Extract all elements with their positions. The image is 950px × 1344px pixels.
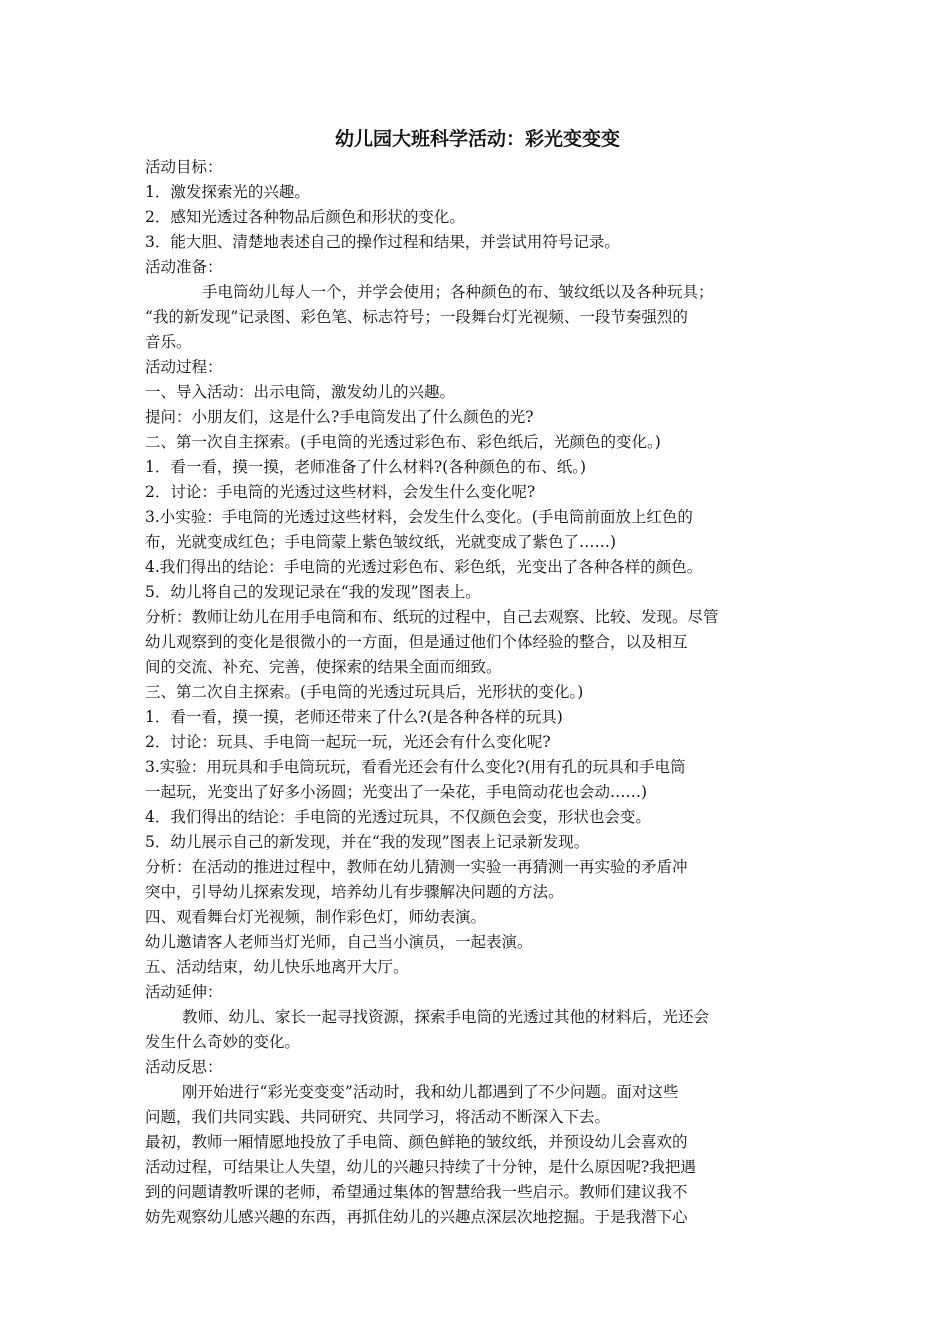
- text-line: 音乐。: [145, 333, 192, 351]
- text-line: 活动过程，可结果让人失望，幼儿的兴趣只持续了十分钟，是什么原因呢?我把遇: [145, 1158, 696, 1176]
- text-line: 幼儿邀请客人老师当灯光师，自己当小演员，一起表演。: [145, 933, 533, 951]
- text-line: 活动目标：: [145, 158, 223, 176]
- text-line: 1．看一看，摸一摸，老师准备了什么材料?(各种颜色的布、纸。): [145, 458, 587, 476]
- text-line: 5．幼儿展示自己的新发现，并在“我的发现”图表上记录新发现。: [145, 833, 590, 851]
- text-line: 3.实验：用玩具和手电筒玩玩，看看光还会有什么变化?(用有孔的玩具和手电筒: [145, 758, 686, 776]
- text-line: 发生什么奇妙的变化。: [145, 1033, 301, 1051]
- text-line: 2．讨论：玩具、手电筒一起玩一玩，光还会有什么变化呢?: [145, 733, 551, 751]
- text-line: 到的问题请教听课的老师，希望通过集体的智慧给我一些启示。教师们建议我不: [145, 1183, 688, 1201]
- document-page: [145, 128, 810, 1230]
- text-line: 三、第二次自主探索。(手电筒的光透过玩具后，光形状的变化。): [145, 683, 584, 701]
- text-line: 2．感知光透过各种物品后颜色和形状的变化。: [145, 208, 465, 226]
- text-line: 提问：小朋友们，这是什么?手电筒发出了什么颜色的光?: [145, 408, 534, 426]
- text-line: 4．我们得出的结论：手电筒的光透过玩具，不仅颜色会变，形状也会变。: [145, 808, 651, 826]
- document-body: [145, 155, 810, 1230]
- text-line: 活动过程：: [145, 358, 223, 376]
- text-line: 突中，引导幼儿探索发现，培养幼儿有步骤解决问题的方法。: [145, 883, 564, 901]
- text-line: 问题，我们共同实践、共同研究、共同学习，将活动不断深入下去。: [145, 1108, 611, 1126]
- text-line: “我的新发现”记录图、彩色笔、标志符号；一段舞台灯光视频、一段节奏强烈的: [145, 308, 688, 326]
- text-line: 教师、幼儿、家长一起寻找资源，探索手电筒的光透过其他的材料后，光还会: [182, 1008, 710, 1026]
- text-line: 5．幼儿将自己的发现记录在“我的发现”图表上。: [145, 583, 481, 601]
- text-line: 刚开始进行“彩光变变变”活动时，我和幼儿都遇到了不少问题。面对这些: [182, 1083, 679, 1101]
- text-line: 五、活动结束，幼儿快乐地离开大厅。: [145, 958, 409, 976]
- text-line: 活动反思：: [145, 1058, 223, 1076]
- text-line: 2．讨论：手电筒的光透过这些材料，会发生什么变化呢?: [145, 483, 536, 501]
- text-line: 幼儿观察到的变化是很微小的一方面，但是通过他们个体经验的整合，以及相互: [145, 633, 688, 651]
- text-line: 分析：教师让幼儿在用手电筒和布、纸玩的过程中，自己去观察、比较、发现。尽管: [145, 608, 719, 626]
- text-line: 二、第一次自主探索。(手电筒的光透过彩色布、彩色纸后，光颜色的变化。): [145, 433, 661, 451]
- text-line: 4.我们得出的结论：手电筒的光透过彩色布、彩色纸，光变出了各种各样的颜色。: [145, 558, 703, 576]
- text-line: 1．看一看，摸一摸，老师还带来了什么?(是各种各样的玩具): [145, 708, 563, 726]
- text-line: 布，光就变成红色；手电筒蒙上紫色皱纹纸，光就变成了紫色了……): [145, 533, 617, 551]
- text-line: 分析：在活动的推进过程中，教师在幼儿猜测一实验一再猜测一再实验的矛盾冲: [145, 858, 688, 876]
- document-title: 幼儿园大班科学活动：彩光变变变: [334, 128, 620, 150]
- text-line: 一起玩，光变出了好多小汤圆；光变出了一朵花，手电筒动花也会动……): [145, 783, 648, 801]
- text-line: 手电筒幼儿每人一个，并学会使用；各种颜色的布、皱纹纸以及各种玩具；: [202, 283, 714, 301]
- text-line: 一、导入活动：出示电筒，激发幼儿的兴趣。: [145, 383, 456, 401]
- text-line: 3．能大胆、清楚地表述自己的操作过程和结果，并尝试用符号记录。: [145, 233, 620, 251]
- text-line: 3.小实验：手电筒的光透过这些材料，会发生什么变化。(手电筒前面放上红色的: [145, 508, 693, 526]
- text-line: 四、观看舞台灯光视频，制作彩色灯，师幼表演。: [145, 908, 487, 926]
- text-line: 活动延伸：: [145, 983, 223, 1001]
- text-line: 1．激发探索光的兴趣。: [145, 183, 310, 201]
- text-line: 妨先观察幼儿感兴趣的东西，再抓住幼儿的兴趣点深层次地挖掘。于是我潜下心: [145, 1208, 688, 1226]
- text-line: 间的交流、补充、完善，使探索的结果全面而细致。: [145, 658, 502, 676]
- text-line: 活动准备：: [145, 258, 223, 276]
- text-line: 最初，教师一厢情愿地投放了手电筒、颜色鲜艳的皱纹纸，并预设幼儿会喜欢的: [145, 1133, 688, 1151]
